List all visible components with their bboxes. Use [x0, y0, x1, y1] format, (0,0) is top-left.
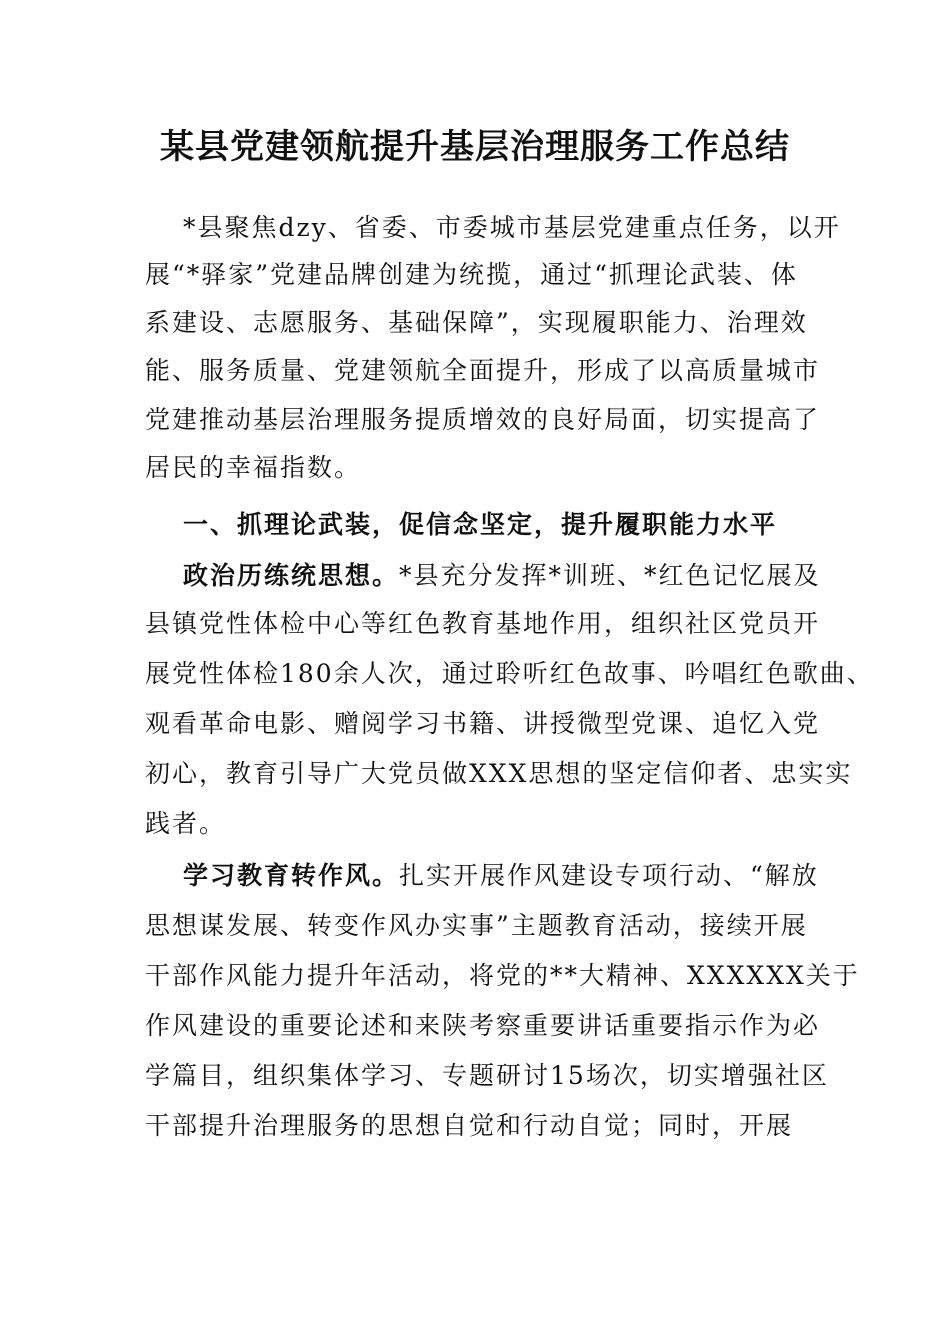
intro-line-6: 居民的幸福指数。 — [145, 453, 362, 482]
document-title: 某县党建领航提升基层治理服务工作总结 — [160, 127, 790, 167]
para1-line-5: 初心，教育引导广大党员做XXX思想的坚定信仰者、忠实实 — [145, 759, 853, 788]
para2-line-2: 思想谋发展、转变作风办实事”主题教育活动，接续开展 — [145, 911, 808, 940]
para2-line-6: 干部提升治理服务的思想自觉和行动自觉；同时，开展 — [145, 1111, 794, 1140]
para1-line-3: 展党性体检180余人次，通过聆听红色故事、吟唱红色歌曲、 — [145, 659, 874, 688]
para2-first-rest: 扎实开展作风建设专项行动、“解放 — [399, 861, 819, 890]
para1-lead: 政治历练统思想。 — [183, 561, 400, 590]
para2-line-5: 学篇目，组织集体学习、专题研讨15场次，切实增强社区 — [145, 1061, 829, 1090]
para1-line-1 — [183, 558, 821, 594]
para1-line-2: 县镇党性体检中心等红色教育基地作用，组织社区党员开 — [145, 609, 821, 638]
section-1-heading: 一、抓理论武装，促信念坚定，提升履职能力水平 — [183, 510, 778, 539]
para2-line-4: 作风建设的重要论述和来陕考察重要讲话重要指示作为必 — [145, 1011, 821, 1040]
intro-line-2: 展“*驿家”党建品牌创建为统揽，通过“抓理论武装、体 — [145, 260, 798, 289]
intro-line-4: 能、服务质量、党建领航全面提升，形成了以高质量城市 — [145, 356, 821, 385]
intro-line-5: 党建推动基层治理服务提质增效的良好局面，切实提高了 — [145, 405, 821, 434]
para1-first-rest: *县充分发挥*训班、*红色记忆展及 — [399, 561, 821, 590]
intro-line-1: *县聚焦dzy、省委、市委城市基层党建重点任务，以开 — [183, 213, 841, 242]
para1-line-6: 践者。 — [145, 809, 227, 838]
para2-lead: 学习教育转作风。 — [183, 861, 400, 890]
para2-line-3: 干部作风能力提升年活动，将党的**大精神、XXXXXX关于 — [145, 961, 860, 990]
intro-line-3: 系建设、志愿服务、基础保障”，实现履职能力、治理效 — [145, 308, 808, 337]
para2-line-1 — [183, 858, 819, 894]
para1-line-4: 观看革命电影、赠阅学习书籍、讲授微型党课、追忆入党 — [145, 709, 821, 738]
